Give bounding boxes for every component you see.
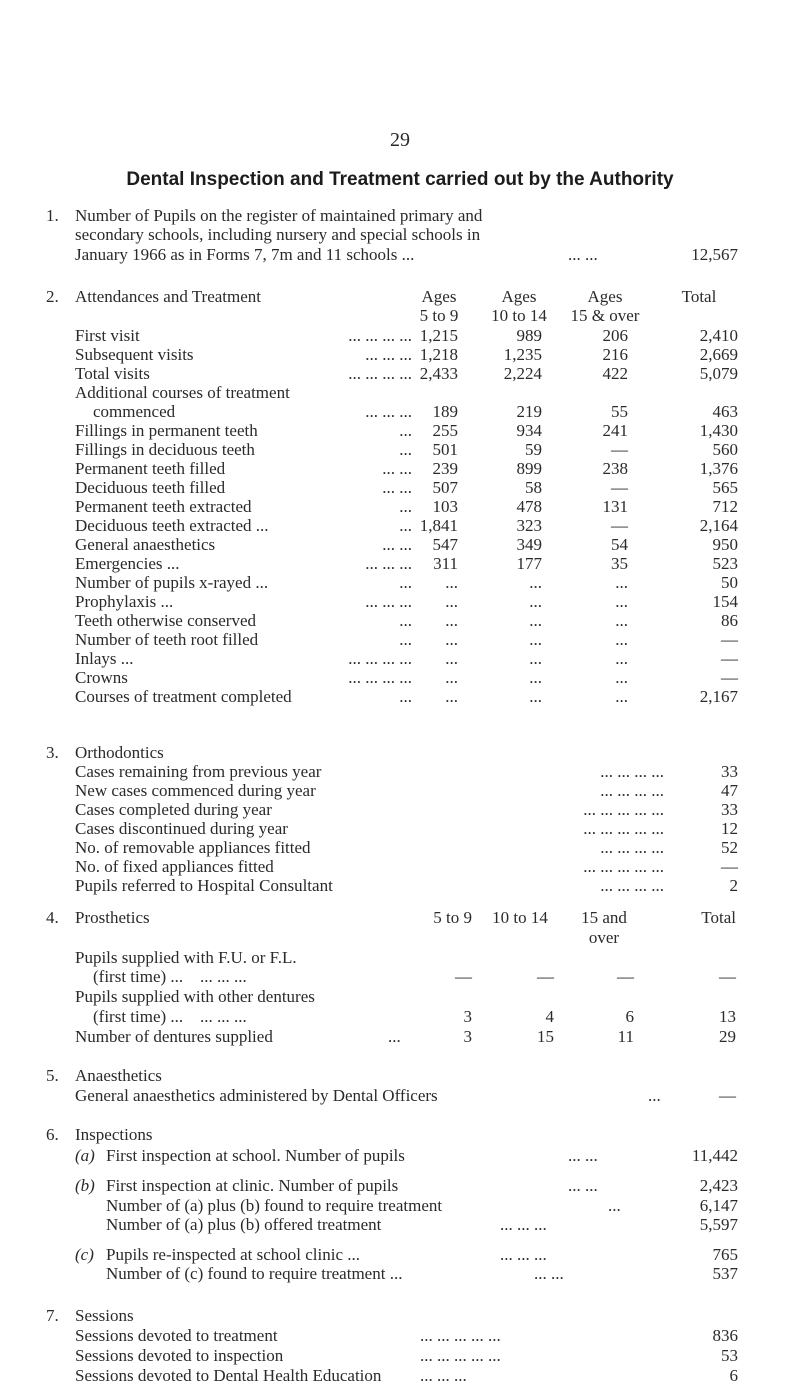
section-5-value: — <box>719 1085 736 1105</box>
table-cell-10-14: ... <box>529 610 542 630</box>
section-2-header-2-line-1: Ages <box>587 286 623 306</box>
section-2-header-0-line-1: Ages <box>421 286 457 306</box>
section-4-row-2-c2: 4 <box>545 1007 554 1027</box>
section-4-row-1-line-2: (first time) ... <box>93 967 184 987</box>
list-item-value: — <box>721 856 738 876</box>
section-5-dots: ... <box>648 1085 661 1105</box>
table-cell-total: 712 <box>712 496 738 516</box>
section-2-header-1-line-1: Ages <box>501 286 537 306</box>
table-cell-15-over: — <box>611 515 628 535</box>
table-row-label: Deciduous teeth extracted ... <box>75 515 269 535</box>
table-cell-5-9: ... <box>445 591 458 611</box>
section-1-line-1: Number of Pupils on the register of maintained primary and <box>75 206 483 226</box>
table-cell-15-over: ... <box>615 667 628 687</box>
table-cell-total: 523 <box>712 553 738 573</box>
section-6-b-dots: ... ... <box>568 1176 598 1196</box>
table-cell-5-9: ... <box>445 629 458 649</box>
table-row-label: Teeth otherwise conserved <box>75 610 257 630</box>
table-cell-total: 2,669 <box>699 345 738 365</box>
table-cell-15-over: 238 <box>602 459 628 478</box>
section-3-number: 3. <box>46 742 59 762</box>
table-row-label: Emergencies ... <box>75 553 180 573</box>
table-cell-5-9: 1,841 <box>419 515 458 535</box>
list-item-dots: ... ... ... ... <box>600 837 664 857</box>
section-2-header-3-line-1: Total <box>681 286 717 306</box>
section-4-number: 4. <box>46 908 59 928</box>
section-4-row-1-c2: — <box>537 967 554 987</box>
section-6-b-text: First inspection at clinic. Number of pupils <box>106 1176 399 1196</box>
table-row-label: Permanent teeth extracted <box>75 496 252 516</box>
section-7-row-label: Sessions devoted to Dental Health Education <box>75 1366 382 1386</box>
table-cell-10-14: 2,224 <box>503 364 542 384</box>
table-cell-10-14: 177 <box>516 553 542 573</box>
table-cell-5-9: ... <box>445 572 458 592</box>
section-6-c2-text: Number of (c) found to require treatment ... <box>106 1264 403 1284</box>
table-cell-15-over: 35 <box>611 553 628 573</box>
list-item-label: Cases completed during year <box>75 799 272 819</box>
table-cell-10-14: 478 <box>516 496 542 516</box>
table-cell-total: 1,430 <box>699 421 738 441</box>
section-4-header-over: over <box>588 927 620 947</box>
table-row-dots: ... <box>399 421 412 441</box>
table-row-dots: ... ... ... ... <box>348 364 412 384</box>
table-cell-15-over: 241 <box>602 421 628 441</box>
section-4-row-2-line-2: (first time) ... <box>93 1007 184 1027</box>
table-cell-10-14: 349 <box>516 534 542 554</box>
section-4-row-3-c3: 11 <box>617 1026 634 1046</box>
table-cell-total: 1,376 <box>699 459 738 478</box>
list-item-dots: ... ... ... ... <box>600 780 664 800</box>
table-row-dots: ... <box>399 572 412 592</box>
list-item-label: No. of fixed appliances fitted <box>75 856 274 876</box>
table-cell-10-14: 59 <box>525 440 542 460</box>
table-row-dots: ... ... ... <box>365 591 412 611</box>
list-item-label: Cases discontinued during year <box>75 818 288 838</box>
table-cell-5-9: 501 <box>432 440 458 460</box>
section-6-a-label: (a) <box>75 1145 95 1165</box>
table-row-dots: ... ... ... <box>365 553 412 573</box>
table-row-label: Prophylaxis ... <box>75 591 174 611</box>
section-1-number: 1. <box>46 206 59 226</box>
section-5-title: Anaesthetics <box>75 1066 162 1086</box>
table-cell-5-9: 311 <box>433 553 458 573</box>
table-cell-15-over: 422 <box>602 364 628 384</box>
section-4-title: Prosthetics <box>75 908 150 928</box>
section-1-line-2: secondary schools, including nursery and special schools in <box>75 225 481 245</box>
list-item-value: 47 <box>721 780 738 800</box>
list-item-dots: ... ... ... ... ... <box>583 799 664 819</box>
list-item-label: Pupils referred to Hospital Consultant <box>75 875 333 895</box>
list-item-label: No. of removable appliances fitted <box>75 837 311 857</box>
section-2-title: Attendances and Treatment <box>75 286 262 306</box>
table-row-label: Additional courses of treatment <box>75 383 290 403</box>
table-row-dots: ... <box>399 440 412 460</box>
table-cell-10-14: ... <box>529 591 542 611</box>
table-cell-10-14: ... <box>529 629 542 649</box>
table-cell-10-14: 323 <box>516 515 542 535</box>
section-4-row-2-line-1: Pupils supplied with other dentures <box>75 986 315 1006</box>
table-cell-10-14: 989 <box>516 326 542 346</box>
table-cell-10-14: 899 <box>516 459 542 478</box>
table-cell-10-14: 934 <box>516 421 542 441</box>
table-cell-total: 50 <box>721 572 738 592</box>
section-7-row-value: 836 <box>712 1326 738 1346</box>
table-cell-5-9: 1,215 <box>419 326 458 346</box>
section-5-number: 5. <box>46 1066 59 1086</box>
section-6-a-dots: ... ... <box>568 1145 598 1165</box>
table-row-dots: ... ... ... ... <box>348 648 412 668</box>
table-cell-15-over: 55 <box>611 402 628 422</box>
section-1-line-3: January 1966 as in Forms 7, 7m and 11 schools ... <box>75 244 415 264</box>
table-row-dots: ... ... ... ... <box>348 667 412 687</box>
table-cell-10-14: 1,235 <box>503 345 542 365</box>
section-5-label: General anaesthetics administered by Dental Officers <box>75 1085 438 1105</box>
table-cell-total: — <box>721 667 738 687</box>
table-row-dots: ... <box>399 629 412 649</box>
table-row-label: Permanent teeth filled <box>75 459 226 478</box>
page-heading: Dental Inspection and Treatment carried out by the Authority <box>126 169 674 190</box>
section-2-number: 2. <box>46 286 59 306</box>
section-6-b-value: 2,423 <box>699 1176 738 1196</box>
table-row-dots: ... ... ... <box>365 345 412 365</box>
section-6-a-value: 11,442 <box>691 1145 738 1165</box>
section-3-title: Orthodontics <box>75 742 164 762</box>
table-row-dots: ... <box>399 610 412 630</box>
table-cell-total: 5,079 <box>699 364 738 384</box>
table-cell-15-over: ... <box>615 686 628 706</box>
section-4-header-total: Total <box>701 908 736 928</box>
section-6-b3-dots: ... ... ... <box>500 1215 547 1235</box>
table-row-label: Crowns <box>75 667 128 687</box>
section-7-row-label: Sessions devoted to treatment <box>75 1326 278 1346</box>
table-cell-15-over: ... <box>615 629 628 649</box>
section-6-b2-text: Number of (a) plus (b) found to require treatment <box>106 1195 443 1215</box>
section-2-header-1-line-2: 10 to 14 <box>491 305 547 325</box>
section-4-row-2-c1: 3 <box>463 1007 472 1027</box>
list-item-value: 33 <box>721 761 738 781</box>
section-6-b3-text: Number of (a) plus (b) offered treatment <box>106 1215 382 1235</box>
list-item-label: New cases commenced during year <box>75 780 316 800</box>
table-cell-5-9: 547 <box>432 534 458 554</box>
table-cell-total: 154 <box>712 591 738 611</box>
section-2-header-0-line-2: 5 to 9 <box>419 305 459 325</box>
table-cell-10-14: ... <box>529 572 542 592</box>
table-cell-5-9: ... <box>445 667 458 687</box>
section-6-a-text: First inspection at school. Number of pupils <box>106 1145 405 1165</box>
table-cell-10-14: 58 <box>525 477 542 497</box>
section-4-header-10-14: 10 to 14 <box>492 908 548 928</box>
table-row-dots: ... ... ... <box>365 402 412 422</box>
table-cell-10-14: 219 <box>516 402 542 422</box>
table-cell-5-9: ... <box>445 686 458 706</box>
section-7-row-label: Sessions devoted to inspection <box>75 1346 284 1366</box>
table-row-dots: ... <box>399 686 412 706</box>
table-cell-15-over: ... <box>615 648 628 668</box>
section-7-title: Sessions <box>75 1306 134 1326</box>
section-6-c2-dots: ... ... <box>534 1264 564 1284</box>
list-item-label: Cases remaining from previous year <box>75 761 322 781</box>
table-row-dots: ... ... ... ... <box>348 326 412 346</box>
list-item-value: 52 <box>721 837 738 857</box>
section-4-row-3-dots: ... <box>388 1026 401 1046</box>
table-cell-5-9: 1,218 <box>419 345 458 365</box>
table-cell-5-9: ... <box>445 648 458 668</box>
section-6-c-text: Pupils re-inspected at school clinic ... <box>106 1244 360 1264</box>
section-2-header-2-line-2: 15 & over <box>570 305 640 325</box>
section-4-row-1-c1: — <box>455 967 472 987</box>
table-cell-total: 2,164 <box>699 515 738 535</box>
table-cell-15-over: ... <box>615 591 628 611</box>
section-6-title: Inspections <box>75 1124 153 1144</box>
section-4-row-1-line-1: Pupils supplied with F.U. or F.L. <box>75 947 297 967</box>
section-7-row-value: 53 <box>721 1346 738 1366</box>
table-row-label: Fillings in permanent teeth <box>75 421 258 441</box>
section-4-row-1-c3: — <box>617 967 634 987</box>
list-item-value: 2 <box>729 875 738 895</box>
table-cell-15-over: 216 <box>602 345 628 365</box>
table-cell-5-9: 507 <box>432 477 458 497</box>
table-cell-total: 2,167 <box>699 686 738 706</box>
list-item-dots: ... ... ... ... ... <box>583 818 664 838</box>
section-6-c2-value: 537 <box>712 1264 738 1284</box>
table-cell-total: 86 <box>721 610 738 630</box>
table-row-label: Total visits <box>75 364 150 384</box>
section-4-row-2-dots: ... ... ... <box>200 1007 247 1027</box>
section-7-number: 7. <box>46 1306 59 1326</box>
table-cell-10-14: ... <box>529 648 542 668</box>
section-6-number: 6. <box>46 1124 59 1144</box>
table-cell-5-9: 255 <box>432 421 458 441</box>
table-row-label: Courses of treatment completed <box>75 686 292 706</box>
table-cell-5-9: 239 <box>432 459 458 478</box>
table-row-dots: ... ... <box>382 534 412 554</box>
table-row-label: Deciduous teeth filled <box>75 477 226 497</box>
table-cell-15-over: ... <box>615 572 628 592</box>
section-4-row-3-total: 29 <box>719 1026 736 1046</box>
table-cell-total: 560 <box>712 440 738 460</box>
table-row-label: Number of pupils x-rayed ... <box>75 572 269 592</box>
table-cell-15-over: — <box>611 477 628 497</box>
table-cell-15-over: — <box>611 440 628 460</box>
table-cell-total: 2,410 <box>699 326 738 346</box>
table-row-label: Inlays ... <box>75 648 134 668</box>
section-6-b3-value: 5,597 <box>699 1215 738 1235</box>
section-4-row-3-label: Number of dentures supplied <box>75 1026 273 1046</box>
section-6-c-value: 765 <box>712 1244 738 1264</box>
section-6-c-label: (c) <box>75 1244 94 1264</box>
table-cell-10-14: ... <box>529 667 542 687</box>
table-row-label: commenced <box>93 402 176 422</box>
table-cell-15-over: 206 <box>602 326 628 346</box>
section-4-header-15-and: 15 and <box>581 908 627 928</box>
list-item-dots: ... ... ... ... <box>600 761 664 781</box>
list-item-dots: ... ... ... ... ... <box>583 856 664 876</box>
table-cell-5-9: ... <box>445 610 458 630</box>
table-cell-total: 463 <box>712 402 738 422</box>
table-row-dots: ... <box>399 515 412 535</box>
section-4-row-2-total: 13 <box>719 1007 736 1027</box>
table-cell-5-9: 2,433 <box>419 364 458 384</box>
section-6-b-label: (b) <box>75 1176 95 1196</box>
table-row-label: Number of teeth root filled <box>75 629 259 649</box>
section-7-row-value: 6 <box>729 1366 738 1386</box>
table-cell-10-14: ... <box>529 686 542 706</box>
section-4-row-1-total: — <box>719 967 736 987</box>
table-row-label: Subsequent visits <box>75 345 194 365</box>
table-cell-15-over: 54 <box>611 534 628 554</box>
section-7-row-dots: ... ... ... <box>420 1366 467 1386</box>
section-4-header-5-9: 5 to 9 <box>433 908 472 928</box>
section-4-row-2-c3: 6 <box>625 1007 634 1027</box>
list-item-dots: ... ... ... ... <box>600 875 664 895</box>
table-cell-total: — <box>721 648 738 668</box>
table-row-label: General anaesthetics <box>75 534 216 554</box>
table-cell-total: 950 <box>712 534 738 554</box>
table-row-dots: ... <box>399 496 412 516</box>
table-cell-5-9: 103 <box>432 496 458 516</box>
section-7-row-dots: ... ... ... ... ... <box>420 1326 501 1346</box>
list-item-value: 12 <box>721 818 738 838</box>
section-4-row-3-c1: 3 <box>463 1026 472 1046</box>
section-6-c-dots: ... ... ... <box>500 1244 547 1264</box>
table-cell-15-over: ... <box>615 610 628 630</box>
table-cell-15-over: 131 <box>602 496 628 516</box>
section-4-row-1-dots: ... ... ... <box>200 967 247 987</box>
table-cell-total: — <box>721 629 738 649</box>
section-4-row-3-c2: 15 <box>537 1026 554 1046</box>
list-item-value: 33 <box>721 799 738 819</box>
table-row-label: First visit <box>75 326 140 346</box>
table-cell-5-9: 189 <box>432 402 458 422</box>
section-6-b2-dots: ... <box>608 1195 621 1215</box>
table-row-label: Fillings in deciduous teeth <box>75 440 255 460</box>
table-row-dots: ... ... <box>382 477 412 497</box>
section-6-b2-value: 6,147 <box>699 1195 738 1215</box>
section-1-dots: ... ... <box>568 244 598 264</box>
page-number: 29 <box>390 129 410 151</box>
section-7-row-dots: ... ... ... ... ... <box>420 1346 501 1366</box>
table-row-dots: ... ... <box>382 459 412 478</box>
section-1-value: 12,567 <box>691 244 738 264</box>
table-cell-total: 565 <box>712 477 738 497</box>
